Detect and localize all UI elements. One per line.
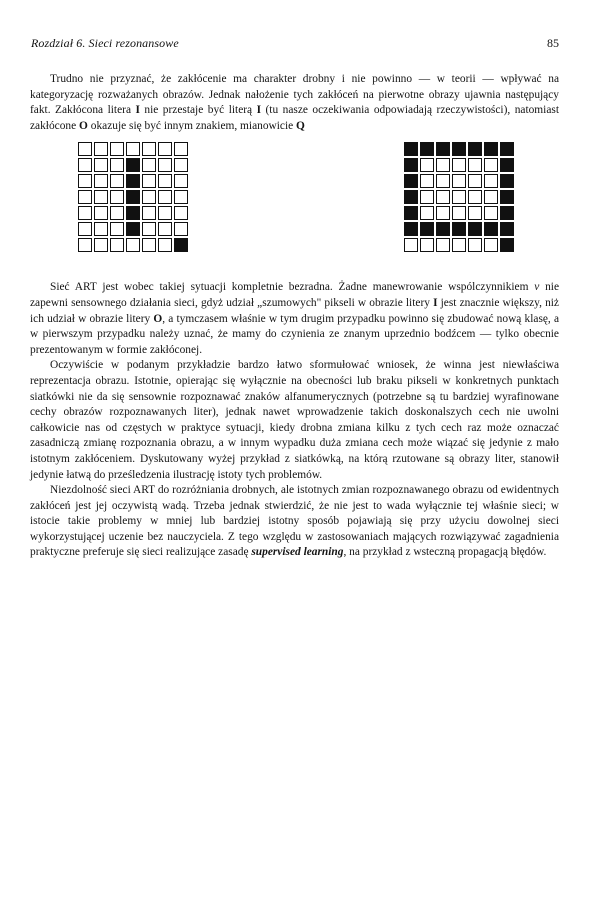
chapter-title: Rozdział 6. Sieci rezonansowe	[31, 36, 179, 50]
pixel-off	[158, 190, 172, 204]
pixel-off	[452, 158, 466, 172]
pixel-on	[500, 238, 514, 252]
pixel-off	[174, 158, 188, 172]
pixel-off	[94, 174, 108, 188]
pixel-off	[110, 174, 124, 188]
pixel-on	[436, 142, 450, 156]
pixel-on	[468, 142, 482, 156]
pixel-on	[452, 222, 466, 236]
pixel-off	[78, 174, 92, 188]
pixel-off	[94, 142, 108, 156]
pixel-off	[78, 142, 92, 156]
pixel-off	[142, 190, 156, 204]
text-run: nie zapewni sensownego działania sieci, gdyż udział „szumowych" pikseli w obrazie litery	[30, 281, 560, 309]
pixel-off	[78, 158, 92, 172]
pixel-off	[126, 142, 140, 156]
pixel-off	[420, 238, 434, 252]
body-text	[30, 72, 559, 561]
pixel-off	[158, 142, 172, 156]
pixel-on	[404, 222, 418, 236]
pixel-off	[484, 206, 498, 220]
pixel-off	[110, 222, 124, 236]
text-run: Sieć ART jest wobec takiej sytuacji kompletnie bezradna. Żadne manewrowanie wspólczynnikiem	[50, 281, 535, 294]
pixel-off	[94, 158, 108, 172]
pixel-off	[436, 238, 450, 252]
pixel-off	[94, 222, 108, 236]
paragraph-2	[30, 280, 559, 358]
pixel-on	[126, 174, 140, 188]
figure-pixel-grids	[30, 142, 559, 278]
emphasis-term: supervised learning	[251, 546, 344, 559]
pixel-on	[500, 206, 514, 220]
letter-symbol: I	[256, 104, 262, 117]
running-head	[31, 36, 559, 54]
pixel-on	[500, 222, 514, 236]
text-run: , a tymczasem właśnie w tym drugim przypadku powinno się zbudować nową klasę, a w pierwszym przypadku należy uznać, że mamy do czynienia ze znanym uprzednio bodźcem — tylko obecnie prezentowanym w formie zakłóconej.	[30, 312, 560, 356]
variable-symbol: v	[534, 281, 540, 294]
pixel-off	[142, 158, 156, 172]
pixel-on	[126, 158, 140, 172]
pixel-off	[110, 238, 124, 252]
pixel-off	[484, 174, 498, 188]
pixel-off	[158, 158, 172, 172]
pixel-on	[484, 222, 498, 236]
pixel-off	[126, 238, 140, 252]
pixel-off	[468, 238, 482, 252]
paragraph-3: Oczywiście w podanym przykładzie bardzo łatwo sformułować wniosek, że winna jest niewłaściwa reprezentacja obrazu. Istotnie, opierając się wyłącznie na obecności lub braku pikseli w konkretnych punktach siatkówki nie da się sensownie rozpoznawać znaków alfanumerycznych (potrzebne są tu bardziej wyrafinowane cechy obrazów rozpoznawanych liter), jednak nawet wprowadzenie takich doskonalszych cech nie uwolni całkowicie nas od częstych w praktyce sytuacji, kiedy drobna zmiana kilku z tych cech raz może oznaczać zasadniczą zmianę rozpoznania obrazu, a w innym wypadku duża zmiana cech może wiązać się jedynie z mało istotnym zakłóceniem. Dyskutowany wyżej przykład z siatkówką, na którą rzutowane są obrazy liter, stanowił jedynie łatwą do prześledzenia ilustrację istoty tych problemów.	[30, 359, 559, 481]
letter-symbol: O	[79, 119, 88, 132]
pixel-on	[500, 190, 514, 204]
pixel-off	[468, 174, 482, 188]
pixel-off	[158, 206, 172, 220]
text-run: , na przykład z wsteczną propagacją błędów.	[343, 546, 547, 559]
text-run: okazuje się być innym znakiem, mianowicie	[87, 119, 297, 132]
pixel-on	[126, 190, 140, 204]
pixel-off	[174, 222, 188, 236]
pixel-off	[436, 174, 450, 188]
pixel-off	[110, 190, 124, 204]
pixel-off	[484, 190, 498, 204]
pixel-on	[468, 222, 482, 236]
pixel-off	[174, 174, 188, 188]
pixel-off	[110, 142, 124, 156]
pixel-on	[436, 222, 450, 236]
pixel-off	[436, 190, 450, 204]
letter-symbol: O	[153, 312, 163, 325]
pixel-off	[420, 174, 434, 188]
pixel-off	[420, 190, 434, 204]
pixel-off	[158, 238, 172, 252]
pixel-on	[484, 142, 498, 156]
pixel-off	[468, 190, 482, 204]
pixel-off	[110, 158, 124, 172]
paragraph-1	[30, 72, 559, 134]
pixel-on	[404, 174, 418, 188]
pixel-off	[420, 158, 434, 172]
pixel-on	[500, 158, 514, 172]
pixel-off	[158, 222, 172, 236]
pixel-off	[452, 206, 466, 220]
pixel-off	[174, 142, 188, 156]
pixel-off	[94, 206, 108, 220]
pixel-off	[158, 174, 172, 188]
pixel-on	[500, 142, 514, 156]
pixel-off	[94, 190, 108, 204]
pixel-off	[436, 206, 450, 220]
pixel-off	[452, 174, 466, 188]
pixel-on	[404, 158, 418, 172]
pixel-off	[484, 238, 498, 252]
pixel-off	[174, 206, 188, 220]
letter-symbol: I	[433, 296, 438, 309]
pixel-off	[110, 206, 124, 220]
pixel-on	[126, 206, 140, 220]
pixel-grid-letter-q	[404, 142, 514, 252]
pixel-on	[420, 222, 434, 236]
pixel-off	[436, 158, 450, 172]
pixel-off	[452, 190, 466, 204]
pixel-off	[94, 238, 108, 252]
pixel-off	[174, 190, 188, 204]
pixel-on	[174, 238, 188, 252]
text-run: Niezdolność sieci ART do rozróżniania drobnych, ale istotnych zmian rozpoznawanego obrazu od ewidentnych zakłóceń jest jej oczywistą wadą. Trzeba jednak stwierdzić, że nie jest to wada wyłącznie tej właśnie sieci; w istocie takie problemy w mniej lub bardziej istotny sposób pojawiają się przy użyciu dowolnej sieci wykorzystującej uczenie bez nauczyciela. Z tego względu w zastosowaniach mających rozwiązywać zagadnienia praktyczne preferuje się sieci realizujące zasadę	[30, 484, 559, 559]
letter-symbol: I	[135, 104, 140, 117]
pixel-on	[126, 222, 140, 236]
pixel-off	[404, 238, 418, 252]
pixel-on	[404, 190, 418, 204]
pixel-off	[420, 206, 434, 220]
text-run: Trudno nie przyznać, że zakłócenie ma charakter drobny i nie powinno — w teorii — wpływać na kategoryzację rozważanych obrazów. Jednak nałożenie tych zakłóceń na pierwotne obrazy ujawnia następujący fakt. Zakłócona litera	[30, 73, 559, 117]
pixel-on	[404, 206, 418, 220]
letter-symbol: Q	[296, 119, 305, 132]
pixel-on	[500, 174, 514, 188]
pixel-off	[142, 142, 156, 156]
pixel-off	[142, 222, 156, 236]
pixel-off	[452, 238, 466, 252]
pixel-off	[78, 190, 92, 204]
pixel-off	[142, 206, 156, 220]
pixel-on	[404, 142, 418, 156]
pixel-off	[78, 238, 92, 252]
text-run: nie przestaje być literą	[139, 104, 257, 117]
page-number: 85	[547, 36, 559, 50]
pixel-off	[484, 158, 498, 172]
pixel-off	[142, 238, 156, 252]
pixel-off	[468, 206, 482, 220]
pixel-on	[452, 142, 466, 156]
pixel-off	[78, 222, 92, 236]
text-run: (tu nasze oczekiwania odpowiadają rzeczywistości), natomiast zakłócone	[30, 104, 559, 132]
paragraph-4	[30, 483, 559, 561]
pixel-off	[142, 174, 156, 188]
pixel-on	[420, 142, 434, 156]
pixel-off	[78, 206, 92, 220]
pixel-off	[468, 158, 482, 172]
text-run: jest znacznie większy, niż ich udział w obrazie litery	[30, 296, 559, 325]
pixel-grid-letter-i	[78, 142, 188, 252]
